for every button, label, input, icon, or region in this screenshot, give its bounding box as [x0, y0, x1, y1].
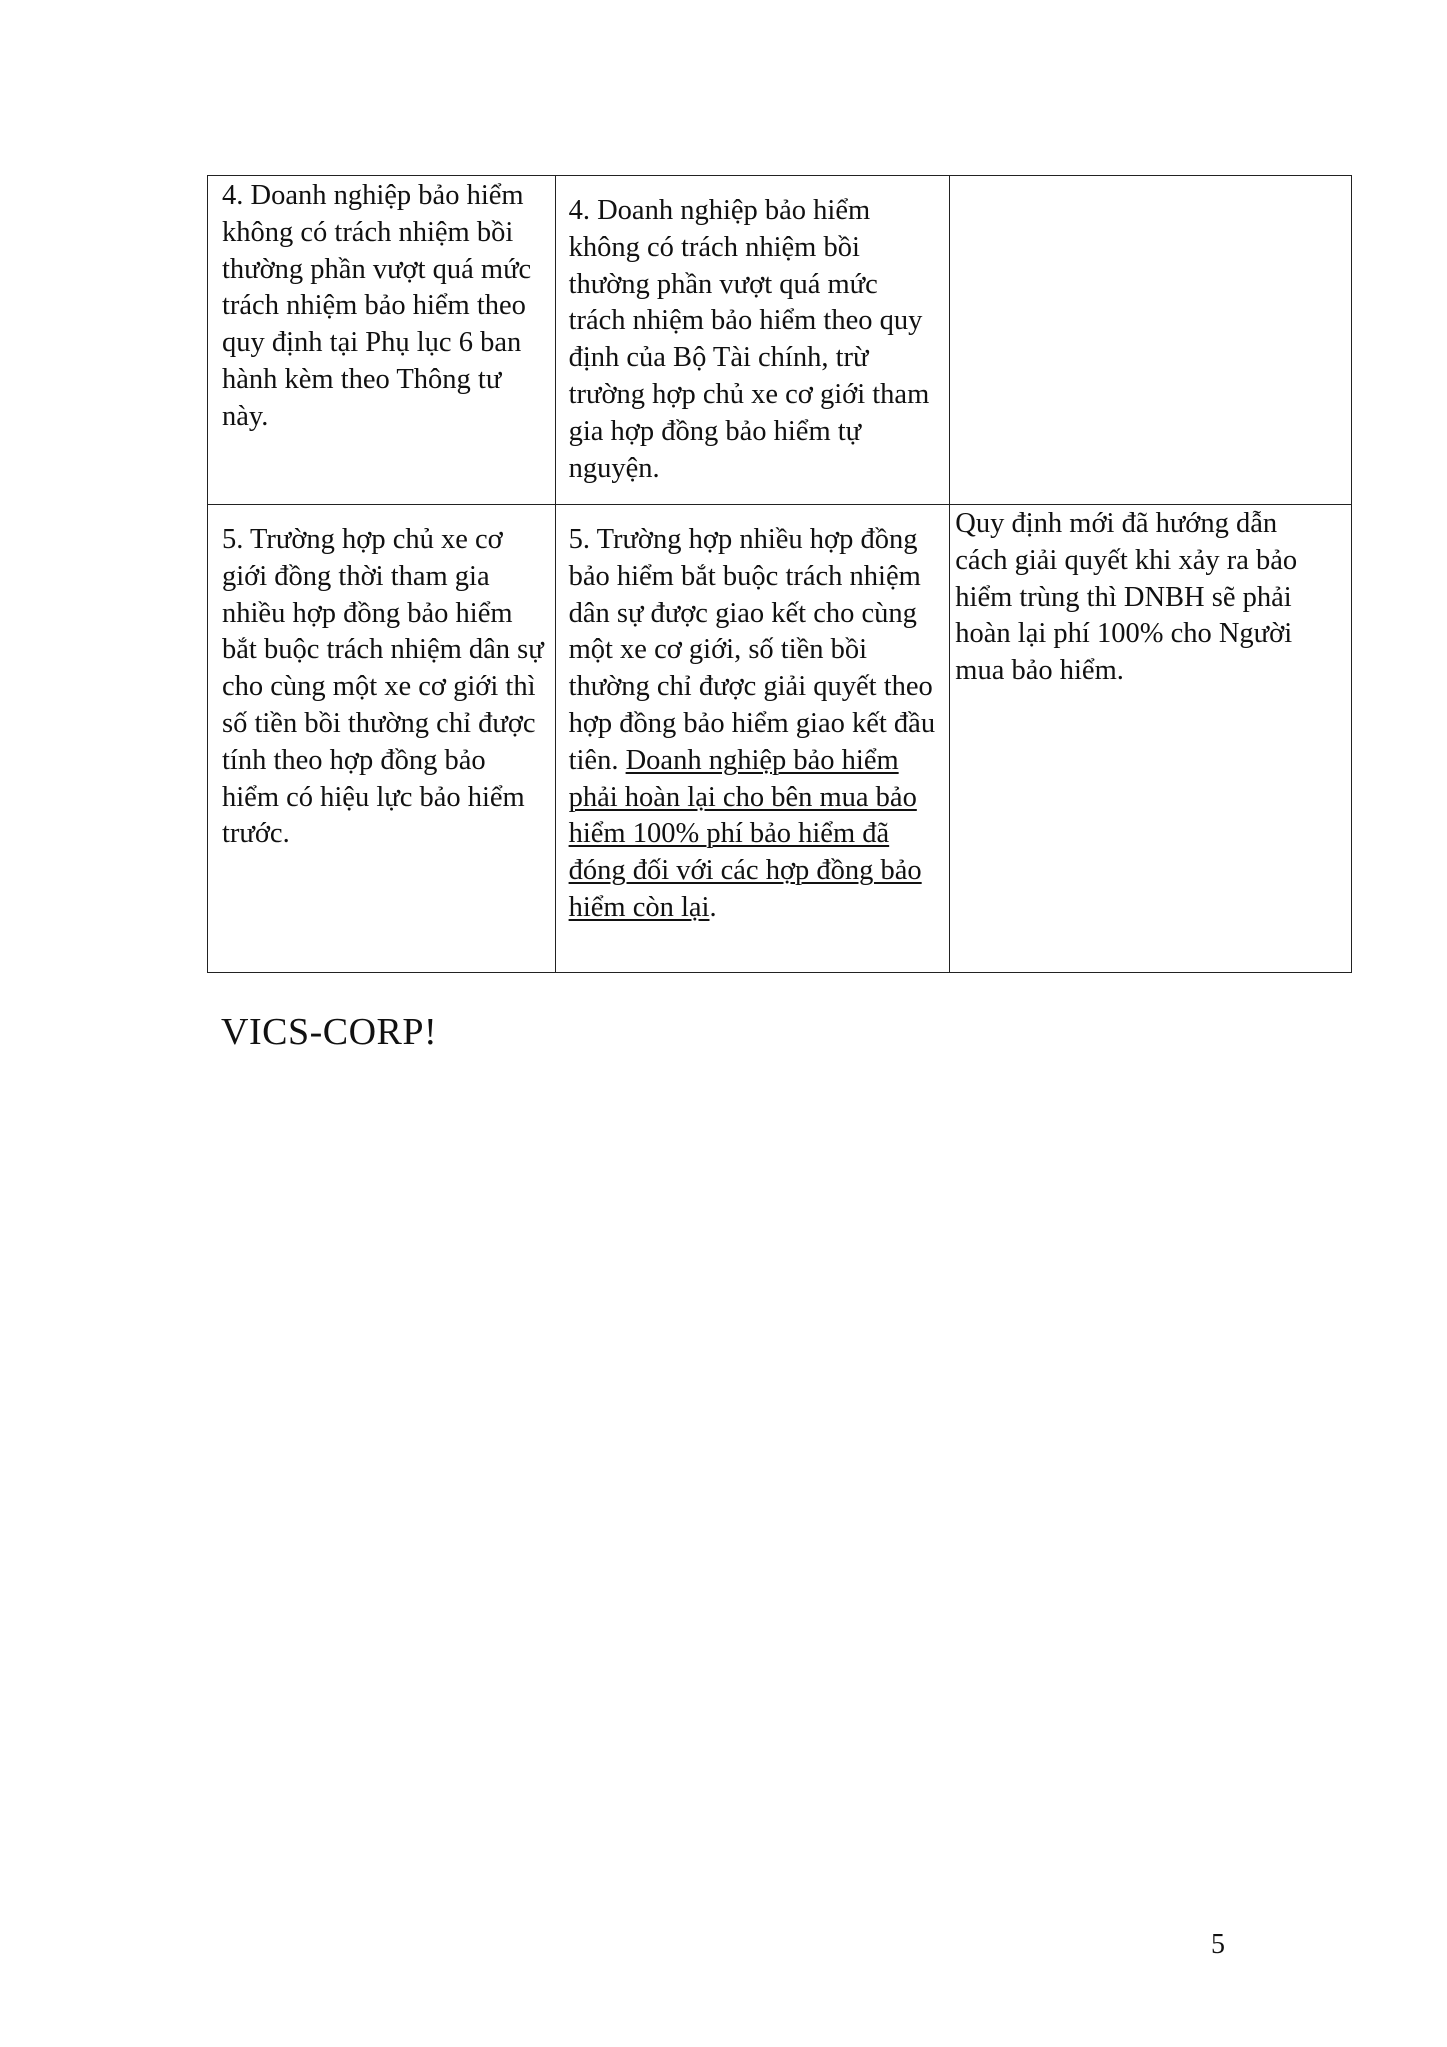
- comparison-table: [207, 175, 1352, 973]
- cell-note: [950, 176, 1352, 505]
- cell-new-regulation: [555, 176, 950, 505]
- new-regulation-text: 5. Trường hợp nhiều hợp đồng bảo hiểm bắt buộc trách nhiệm dân sự được giao kết cho cùng một xe cơ giới, số tiền bồi thường chỉ được giải quyết theo hợp đồng bảo hiểm giao kết đầu tiên.: [568, 524, 936, 776]
- cell-old-regulation: [208, 176, 556, 505]
- note-first-line: Quy định mới đã hướng dẫn: [955, 508, 1278, 539]
- page-number: 5: [1211, 1929, 1225, 1960]
- table-row: [208, 505, 1352, 973]
- cell-old-regulation: [208, 505, 556, 973]
- underlined-refund-clause: Doanh nghiệp bảo hiểm phải hoàn lại cho bên mua bảo hiểm 100% phí bảo hiểm đã đóng đối với các hợp đồng bảo hiểm còn lại: [568, 744, 922, 923]
- cell-text: 4. Doanh nghiệp bảo hiểm không có trách nhiệm bồi thường phần vượt quá mức trách nhiệm bảo hiểm theo quy định tại Phụ lục 6 ban hành kèm theo Thông tư này.: [222, 180, 532, 432]
- note-rest: cách giải quyết khi xảy ra bảo hiểm trùng thì DNBH sẽ phải hoàn lại phí 100% cho Người mua bảo hiểm.: [955, 544, 1298, 687]
- cell-text: 5. Trường hợp chủ xe cơ giới đồng thời tham gia nhiều hợp đồng bảo hiểm bắt buộc trách nhiệm dân sự cho cùng một xe cơ giới thì số tiền bồi thường chỉ được tính theo hợp đồng bảo hiểm có hiệu lực bảo hiểm trước.: [222, 524, 544, 850]
- cell-text: 4. Doanh nghiệp bảo hiểm không có trách nhiệm bồi thường phần vượt quá mức trách nhiệm bảo hiểm theo quy định của Bộ Tài chính, trừ trường hợp chủ xe cơ giới tham gia hợp đồng bảo hiểm tự nguyện.: [568, 195, 930, 484]
- table-row: [208, 176, 1352, 505]
- sentence-end: .: [709, 891, 717, 923]
- footer-company-name: VICS-CORP!: [221, 1011, 438, 1053]
- cell-text: [556, 505, 950, 927]
- cell-text: [943, 506, 1351, 690]
- cell-note: [950, 505, 1352, 973]
- cell-new-regulation: [555, 505, 950, 973]
